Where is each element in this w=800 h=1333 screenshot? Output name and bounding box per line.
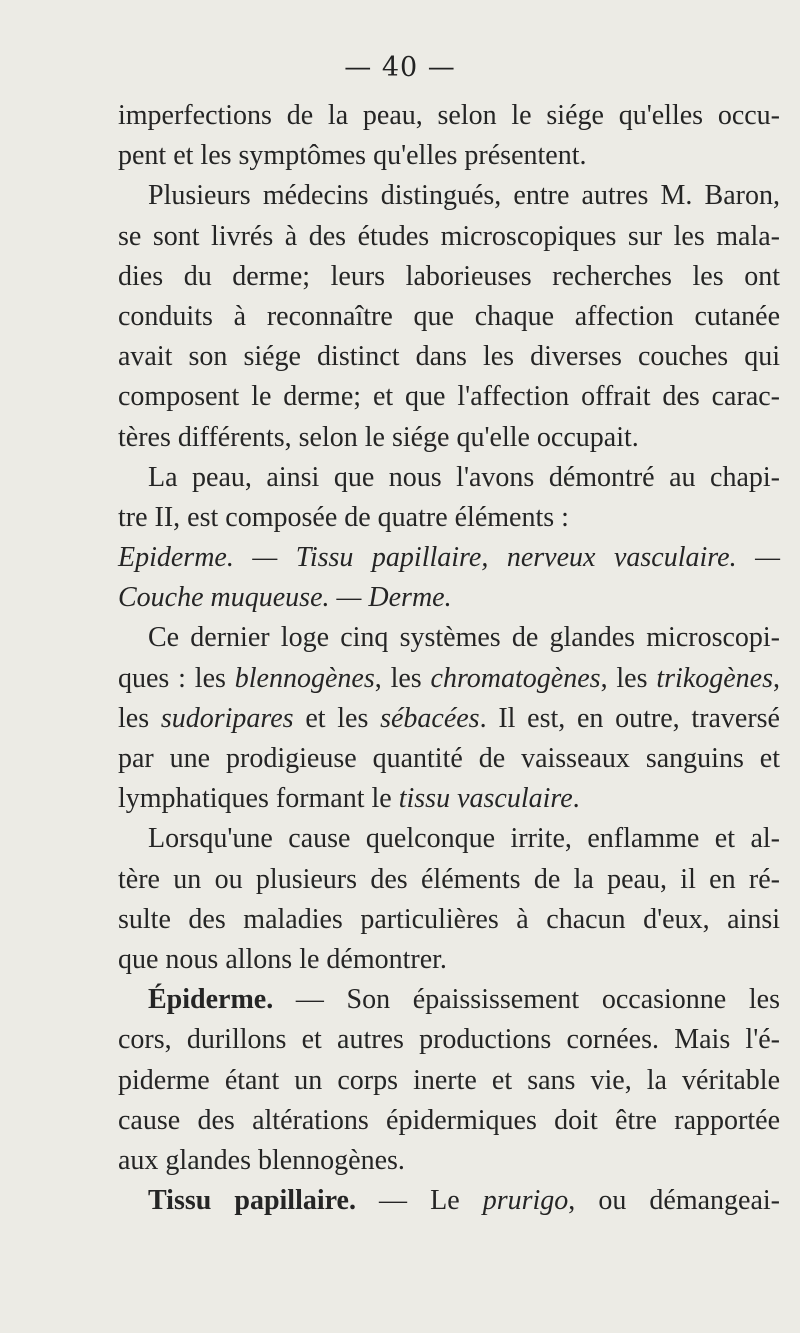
text-run: , les (374, 662, 431, 694)
text-run: lymphatiques formant le (118, 783, 399, 815)
text-run: ques : les (118, 662, 235, 694)
text-run: tère un ou plusieurs des éléments de la peau, il en ré- (118, 863, 780, 895)
text-line (118, 538, 780, 578)
text-run: aux glandes blennogènes. (118, 1144, 405, 1176)
text-run: . Il est, en outre, traversé (479, 702, 780, 734)
text-run: Ce dernier loge cinq systèmes de glandes microscopi- (148, 622, 780, 654)
text-line (118, 1181, 780, 1221)
text-line (118, 1061, 780, 1101)
text-line (118, 418, 780, 458)
text-line (118, 980, 780, 1020)
text-line (118, 136, 780, 176)
text-run: Plusieurs médecins distingués, entre autres M. Baron, (148, 180, 780, 212)
text-line (118, 96, 780, 136)
text-line (118, 1141, 780, 1181)
text-run: tères différents, selon le siége qu'elle occupait. (118, 421, 639, 453)
text-line (118, 257, 780, 297)
italic-run: trikogènes (656, 662, 773, 694)
text-line (118, 940, 780, 980)
italic-run: Couche muqueuse. — Derme. (118, 582, 452, 614)
text-line (118, 337, 780, 377)
text-line (118, 779, 780, 819)
text-line (118, 1101, 780, 1141)
text-line (118, 1020, 780, 1060)
text-line (118, 739, 780, 779)
section-heading: Tissu papillaire. (148, 1185, 356, 1217)
text-run: , les (600, 662, 657, 694)
body-text (118, 96, 780, 1221)
italic-run: chromatogènes (430, 662, 601, 694)
text-run: dies du derme; leurs laborieuses recherches les ont (118, 260, 780, 292)
italic-run: tissu vasculaire (398, 783, 573, 815)
text-line (118, 618, 780, 658)
page-number: — 40 — (344, 52, 456, 83)
text-run: se sont livrés à des études microscopiques sur les mala- (118, 220, 780, 252)
italic-run: sébacées (380, 702, 480, 734)
text-run: composent le derme; et que l'affection offrait des carac- (118, 381, 780, 413)
text-line (118, 900, 780, 940)
text-line (118, 458, 780, 498)
text-run: tre II, est composée de quatre éléments : (118, 501, 569, 533)
text-line (118, 819, 780, 859)
text-line (118, 860, 780, 900)
text-run: La peau, ainsi que nous l'avons démontré au chapi- (148, 461, 780, 493)
text-run: — Son épaississement occasionne les (273, 984, 780, 1016)
text-run: que nous allons le démontrer. (118, 943, 447, 975)
text-run: par une prodigieuse quantité de vaisseaux sanguins et (118, 743, 780, 774)
text-run: piderme étant un corps inerte et sans vie, la véritable (118, 1064, 780, 1096)
text-line (118, 498, 780, 538)
text-run: cors, durillons et autres productions cornées. Mais l'é- (118, 1024, 780, 1056)
section-heading: Épiderme. (148, 984, 274, 1016)
text-line (118, 217, 780, 257)
text-run: cause des altérations épidermiques doit être rapportée (118, 1104, 780, 1136)
text-line (118, 377, 780, 417)
text-line (118, 176, 780, 216)
text-run: avait son siége distinct dans les diverses couches qui (118, 341, 780, 373)
text-run: — Le (356, 1185, 483, 1217)
text-line (118, 659, 780, 699)
text-run: Lorsqu'une cause quelconque irrite, enflamme et al- (148, 823, 780, 855)
text-run: et les (293, 702, 381, 734)
text-run: , (773, 662, 780, 694)
text-run: . (572, 783, 580, 815)
text-line (118, 699, 780, 739)
italic-run: blennogènes (234, 662, 375, 694)
text-run: les (118, 702, 161, 734)
text-run: , ou démangeai- (568, 1185, 781, 1217)
text-run: conduits à reconnaître que chaque affection cutanée (118, 300, 780, 332)
text-run: pent et les symptômes qu'elles présentent. (118, 140, 587, 172)
text-line (118, 578, 780, 618)
italic-run: prurigo (482, 1185, 569, 1217)
text-line (118, 297, 780, 337)
text-run: imperfections de la peau, selon le siége qu'elles occu- (118, 100, 780, 131)
text-run: sulte des maladies particulières à chacun d'eux, ainsi (118, 903, 780, 935)
italic-run: sudoripares (160, 702, 294, 734)
italic-run: Epiderme. — Tissu papillaire, nerveux vasculaire. — (118, 542, 780, 574)
